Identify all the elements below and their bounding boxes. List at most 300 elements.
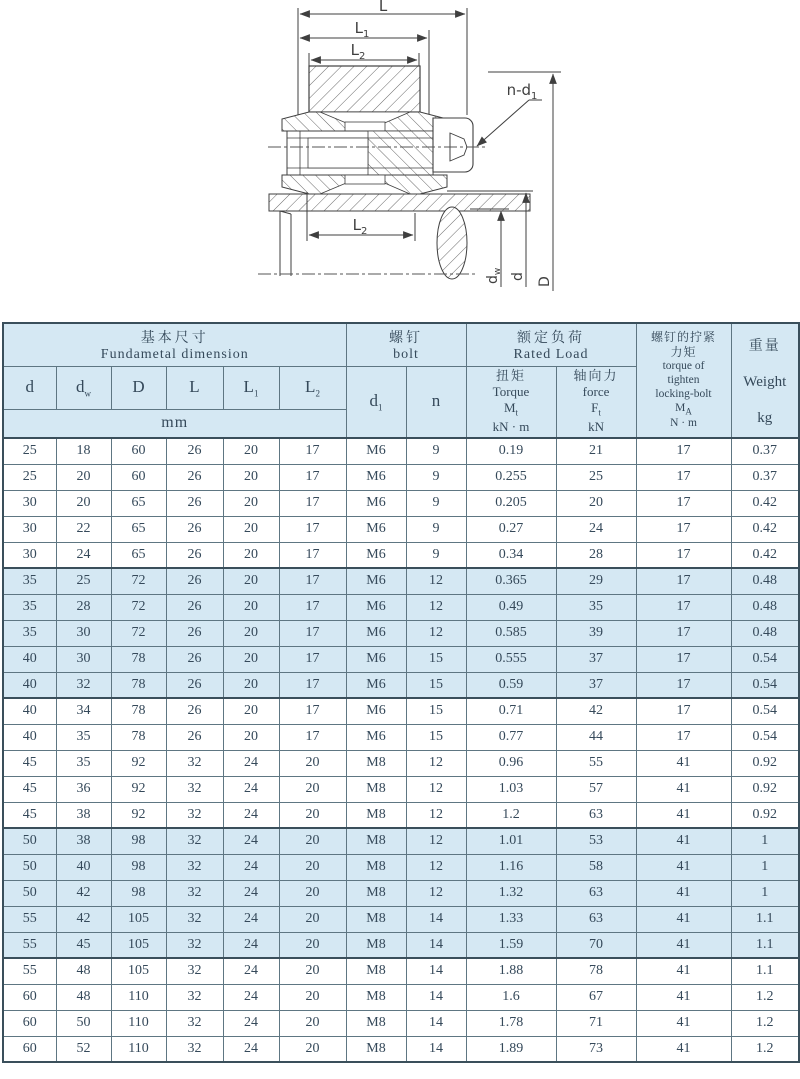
table-cell: 32 — [166, 906, 223, 932]
table-cell: 35 — [56, 750, 111, 776]
table-cell: 105 — [111, 932, 166, 958]
table-cell: 20 — [223, 646, 279, 672]
table-cell: 63 — [556, 802, 636, 828]
table-cell: M8 — [346, 1010, 406, 1036]
table-cell: 98 — [111, 828, 166, 854]
table-cell: 20 — [56, 490, 111, 516]
table-cell: 35 — [3, 568, 56, 594]
table-cell: 17 — [279, 490, 346, 516]
table-row — [3, 854, 799, 880]
table-cell: M8 — [346, 880, 406, 906]
dim-label-L1: $L_1$ — [354, 19, 370, 40]
table-cell: 1.2 — [731, 1010, 799, 1036]
table-row — [3, 698, 799, 724]
table-cell: 20 — [279, 750, 346, 776]
table-cell: M8 — [346, 984, 406, 1010]
table-row — [3, 516, 799, 542]
table-cell: 9 — [406, 438, 466, 464]
table-cell: 21 — [556, 438, 636, 464]
table-cell: 0.585 — [466, 620, 556, 646]
table-cell: 42 — [556, 698, 636, 724]
table-cell: 65 — [111, 516, 166, 542]
table-cell: 20 — [223, 568, 279, 594]
table-cell: 73 — [556, 1036, 636, 1062]
table-cell: 17 — [636, 620, 731, 646]
table-cell: 25 — [3, 438, 56, 464]
table-cell: 20 — [223, 438, 279, 464]
table-cell: 30 — [3, 542, 56, 568]
table-cell: 17 — [636, 542, 731, 568]
table-row — [3, 776, 799, 802]
table-cell: 41 — [636, 854, 731, 880]
table-cell: 110 — [111, 984, 166, 1010]
col-torque: 扭矩 Torque $M_t$ kN · m — [466, 366, 556, 438]
table-row — [3, 620, 799, 646]
table-cell: 17 — [279, 646, 346, 672]
table-cell: 32 — [166, 854, 223, 880]
table-cell: 30 — [3, 516, 56, 542]
table-cell: 0.96 — [466, 750, 556, 776]
table-cell: 20 — [56, 464, 111, 490]
table-cell: 48 — [56, 984, 111, 1010]
table-cell: 1.59 — [466, 932, 556, 958]
table-cell: 39 — [556, 620, 636, 646]
table-cell: 14 — [406, 1036, 466, 1062]
table-cell: 32 — [166, 802, 223, 828]
table-cell: 60 — [111, 438, 166, 464]
table-cell: 17 — [636, 490, 731, 516]
table-cell: 24 — [223, 828, 279, 854]
table-cell: 26 — [166, 646, 223, 672]
table-cell: 20 — [223, 516, 279, 542]
table-cell: 22 — [56, 516, 111, 542]
dim-label-D: D — [537, 276, 553, 287]
table-row — [3, 880, 799, 906]
table-cell: 55 — [3, 906, 56, 932]
dimension-D — [488, 72, 561, 291]
table-cell: 1.32 — [466, 880, 556, 906]
table-cell: 50 — [3, 854, 56, 880]
table-cell: 1.1 — [731, 906, 799, 932]
dimension-table — [2, 322, 800, 1063]
table-cell: 70 — [556, 932, 636, 958]
table-cell: M8 — [346, 776, 406, 802]
table-cell: 98 — [111, 880, 166, 906]
table-cell: 17 — [279, 724, 346, 750]
table-cell: 72 — [111, 594, 166, 620]
table-cell: 78 — [556, 958, 636, 984]
table-cell: 17 — [636, 516, 731, 542]
table-cell: 35 — [3, 620, 56, 646]
outer-nut-section — [309, 66, 420, 112]
table-cell: 1 — [731, 854, 799, 880]
table-cell: 105 — [111, 958, 166, 984]
table-cell: 0.205 — [466, 490, 556, 516]
table-cell: 15 — [406, 646, 466, 672]
table-cell: 20 — [223, 672, 279, 698]
table-cell: 41 — [636, 880, 731, 906]
table-cell: 32 — [166, 828, 223, 854]
cap-screw — [433, 118, 473, 172]
col-d: d — [3, 366, 56, 409]
table-cell: 24 — [223, 958, 279, 984]
table-cell: 98 — [111, 854, 166, 880]
table-cell: 24 — [223, 984, 279, 1010]
table-cell: 92 — [111, 802, 166, 828]
table-cell: 12 — [406, 776, 466, 802]
table-cell: M6 — [346, 516, 406, 542]
header-rated-load: 额定负荷 Rated Load — [466, 323, 636, 366]
col-L2: $L_2$ — [279, 366, 346, 409]
table-cell: 71 — [556, 1010, 636, 1036]
table-cell: 41 — [636, 1010, 731, 1036]
table-row — [3, 1036, 799, 1062]
table-cell: 20 — [279, 802, 346, 828]
table-cell: 0.54 — [731, 672, 799, 698]
table-cell: M8 — [346, 1036, 406, 1062]
table-cell: 24 — [223, 776, 279, 802]
table-cell: 36 — [56, 776, 111, 802]
table-cell: 17 — [636, 646, 731, 672]
header-basic-dimension: 基本尺寸 Fundametal dimension — [3, 323, 346, 366]
upper-collar — [282, 112, 447, 131]
shaft-break-section — [437, 207, 467, 279]
table-cell: 30 — [3, 490, 56, 516]
table-row — [3, 490, 799, 516]
table-row — [3, 1010, 799, 1036]
table-cell: 1 — [731, 828, 799, 854]
table-row — [3, 542, 799, 568]
table-cell: 45 — [3, 750, 56, 776]
table-cell: 110 — [111, 1036, 166, 1062]
table-cell: 17 — [636, 438, 731, 464]
table-cell: 55 — [556, 750, 636, 776]
table-cell: 24 — [223, 1010, 279, 1036]
table-cell: 41 — [636, 984, 731, 1010]
table-cell: 1.2 — [466, 802, 556, 828]
table-cell: 0.555 — [466, 646, 556, 672]
table-cell: 37 — [556, 646, 636, 672]
table-cell: 17 — [636, 464, 731, 490]
table-cell: 45 — [56, 932, 111, 958]
dim-label-dw: $d_w$ — [485, 267, 503, 284]
table-cell: 20 — [279, 984, 346, 1010]
table-cell: 29 — [556, 568, 636, 594]
table-cell: 41 — [636, 802, 731, 828]
hub-plate-section — [269, 194, 530, 211]
table-cell: 9 — [406, 490, 466, 516]
table-cell: 26 — [166, 568, 223, 594]
table-cell: 40 — [3, 646, 56, 672]
table-cell: 1.89 — [466, 1036, 556, 1062]
table-cell: 57 — [556, 776, 636, 802]
table-cell: M8 — [346, 958, 406, 984]
table-cell: M8 — [346, 906, 406, 932]
table-cell: 14 — [406, 1010, 466, 1036]
table-cell: 24 — [556, 516, 636, 542]
table-cell: 26 — [166, 516, 223, 542]
table-cell: 63 — [556, 906, 636, 932]
table-cell: 53 — [556, 828, 636, 854]
table-cell: 9 — [406, 542, 466, 568]
table-cell: 40 — [3, 724, 56, 750]
table-cell: 20 — [279, 958, 346, 984]
table-cell: 28 — [56, 594, 111, 620]
table-cell: 50 — [3, 828, 56, 854]
table-cell: 32 — [166, 958, 223, 984]
table-cell: 26 — [166, 698, 223, 724]
col-axial-force: 轴向力 force $F_t$ kN — [556, 366, 636, 438]
locking-assembly-section-drawing — [0, 0, 800, 322]
table-cell: 26 — [166, 438, 223, 464]
table-cell: M6 — [346, 724, 406, 750]
col-L1: $L_1$ — [223, 366, 279, 409]
table-cell: 1 — [731, 880, 799, 906]
table-cell: 32 — [166, 1036, 223, 1062]
table-cell: 32 — [166, 932, 223, 958]
dim-label-L2-top: $L_2$ — [350, 41, 366, 62]
col-D: D — [111, 366, 166, 409]
table-cell: 24 — [223, 854, 279, 880]
table-cell: 48 — [56, 958, 111, 984]
table-cell: 26 — [166, 672, 223, 698]
table-cell: 38 — [56, 828, 111, 854]
dim-label-nd1: $n-d_1$ — [506, 81, 538, 102]
table-row — [3, 984, 799, 1010]
col-L: L — [166, 366, 223, 409]
table-cell: 20 — [279, 776, 346, 802]
table-cell: 38 — [56, 802, 111, 828]
table-cell: 30 — [56, 620, 111, 646]
table-cell: 32 — [166, 1010, 223, 1036]
table-cell: M6 — [346, 594, 406, 620]
table-cell: 17 — [279, 672, 346, 698]
table-cell: 20 — [223, 724, 279, 750]
table-row — [3, 802, 799, 828]
table-cell: 72 — [111, 620, 166, 646]
table-cell: 26 — [166, 724, 223, 750]
table-cell: M6 — [346, 568, 406, 594]
table-cell: 20 — [279, 932, 346, 958]
table-cell: 78 — [111, 646, 166, 672]
technical-drawing — [0, 0, 800, 322]
table-row — [3, 594, 799, 620]
table-cell: 14 — [406, 984, 466, 1010]
table-cell: 20 — [279, 880, 346, 906]
table-cell: 26 — [166, 594, 223, 620]
table-cell: M8 — [346, 932, 406, 958]
table-cell: 0.42 — [731, 490, 799, 516]
table-cell: 60 — [3, 984, 56, 1010]
table-cell: 78 — [111, 698, 166, 724]
table-cell: M8 — [346, 802, 406, 828]
table-cell: 15 — [406, 672, 466, 698]
table-cell: 35 — [556, 594, 636, 620]
table-cell: 0.49 — [466, 594, 556, 620]
table-cell: 12 — [406, 880, 466, 906]
sleeve-section — [287, 131, 433, 175]
table-cell: 30 — [56, 646, 111, 672]
table-cell: 24 — [223, 880, 279, 906]
table-cell: 1.1 — [731, 932, 799, 958]
table-cell: 26 — [166, 542, 223, 568]
table-cell: 0.59 — [466, 672, 556, 698]
table-cell: 41 — [636, 932, 731, 958]
table-cell: 32 — [56, 672, 111, 698]
table-cell: 40 — [3, 672, 56, 698]
table-cell: 12 — [406, 828, 466, 854]
table-cell: 24 — [56, 542, 111, 568]
col-n: n — [406, 366, 466, 438]
table-row — [3, 750, 799, 776]
table-cell: 0.48 — [731, 620, 799, 646]
table-cell: M8 — [346, 828, 406, 854]
table-cell: 0.37 — [731, 438, 799, 464]
table-cell: 20 — [279, 854, 346, 880]
table-cell: 9 — [406, 516, 466, 542]
table-cell: 65 — [111, 542, 166, 568]
table-cell: 52 — [56, 1036, 111, 1062]
table-cell: 32 — [166, 984, 223, 1010]
table-body — [3, 438, 799, 1062]
table-cell: 0.255 — [466, 464, 556, 490]
table-cell: 78 — [111, 672, 166, 698]
table-cell: 40 — [56, 854, 111, 880]
table-row — [3, 958, 799, 984]
table-row — [3, 438, 799, 464]
table-cell: 35 — [56, 724, 111, 750]
table-row — [3, 672, 799, 698]
table-cell: 18 — [56, 438, 111, 464]
table-cell: 1.16 — [466, 854, 556, 880]
dim-label-L2-bottom: $L_2$ — [352, 216, 368, 237]
table-cell: 60 — [3, 1036, 56, 1062]
table-cell: 0.42 — [731, 516, 799, 542]
table-cell: 24 — [223, 1036, 279, 1062]
table-cell: 41 — [636, 776, 731, 802]
unit-mm: mm — [3, 409, 346, 438]
table-cell: M6 — [346, 464, 406, 490]
table-cell: 32 — [166, 776, 223, 802]
table-cell: M6 — [346, 646, 406, 672]
table-cell: 41 — [636, 958, 731, 984]
table-cell: 41 — [636, 906, 731, 932]
table-cell: 1.1 — [731, 958, 799, 984]
table-header — [3, 323, 799, 438]
table-cell: 25 — [3, 464, 56, 490]
table-cell: 20 — [279, 906, 346, 932]
table-cell: 20 — [279, 1036, 346, 1062]
table-cell: 20 — [223, 490, 279, 516]
table-cell: 41 — [636, 750, 731, 776]
table-row — [3, 906, 799, 932]
table-cell: 26 — [166, 490, 223, 516]
table-cell: 55 — [3, 958, 56, 984]
table-cell: 26 — [166, 464, 223, 490]
table-cell: 0.54 — [731, 724, 799, 750]
table-cell: M8 — [346, 854, 406, 880]
leader-nd1 — [477, 100, 542, 146]
table-cell: 0.77 — [466, 724, 556, 750]
table-cell: 20 — [556, 490, 636, 516]
table-cell: 0.54 — [731, 646, 799, 672]
table-cell: 60 — [3, 1010, 56, 1036]
table-cell: 12 — [406, 802, 466, 828]
table-cell: 14 — [406, 906, 466, 932]
table-cell: 20 — [223, 620, 279, 646]
table-cell: 20 — [279, 828, 346, 854]
table-row — [3, 724, 799, 750]
table-cell: 1.2 — [731, 1036, 799, 1062]
table-row — [3, 568, 799, 594]
table-cell: 92 — [111, 776, 166, 802]
table-cell: 1.6 — [466, 984, 556, 1010]
table-cell: 0.48 — [731, 594, 799, 620]
shaft — [280, 211, 291, 276]
table-row — [3, 646, 799, 672]
table-cell: 50 — [56, 1010, 111, 1036]
table-cell: 44 — [556, 724, 636, 750]
table-cell: 14 — [406, 958, 466, 984]
col-dw: $d_w$ — [56, 366, 111, 409]
table-row — [3, 828, 799, 854]
table-cell: 25 — [556, 464, 636, 490]
table-cell: 1.88 — [466, 958, 556, 984]
table-cell: 0.365 — [466, 568, 556, 594]
table-cell: 0.92 — [731, 750, 799, 776]
table-cell: 34 — [56, 698, 111, 724]
table-cell: 15 — [406, 698, 466, 724]
table-cell: 105 — [111, 906, 166, 932]
table-cell: 17 — [279, 698, 346, 724]
table-cell: 17 — [279, 594, 346, 620]
table-cell: 17 — [636, 672, 731, 698]
table-cell: 17 — [636, 594, 731, 620]
header-weight: 重量 Weight kg — [731, 323, 799, 438]
table-row — [3, 932, 799, 958]
table-cell: M6 — [346, 698, 406, 724]
table-cell: 17 — [279, 620, 346, 646]
table-cell: 1.78 — [466, 1010, 556, 1036]
table-cell: 0.54 — [731, 698, 799, 724]
table-cell: 32 — [166, 750, 223, 776]
table-cell: 17 — [636, 568, 731, 594]
table-cell: 35 — [3, 594, 56, 620]
table-cell: 0.37 — [731, 464, 799, 490]
table-cell: 37 — [556, 672, 636, 698]
table-cell: 24 — [223, 750, 279, 776]
header-tighten-torque: 螺钉的拧紧 力矩 torque of tighten locking-bolt $M_A$ N · m — [636, 323, 731, 438]
table-cell: 32 — [166, 880, 223, 906]
table-cell: 41 — [636, 828, 731, 854]
table-cell: 24 — [223, 906, 279, 932]
table-cell: 42 — [56, 906, 111, 932]
table-cell: 67 — [556, 984, 636, 1010]
table-cell: 12 — [406, 568, 466, 594]
col-d1: $d_1$ — [346, 366, 406, 438]
header-bolt: 螺钉 bolt — [346, 323, 466, 366]
table-cell: 1.03 — [466, 776, 556, 802]
table-cell: 12 — [406, 620, 466, 646]
table-cell: 50 — [3, 880, 56, 906]
table-cell: 28 — [556, 542, 636, 568]
dim-label-d: d — [510, 272, 526, 281]
table-cell: 20 — [223, 464, 279, 490]
table-cell: 1.01 — [466, 828, 556, 854]
table-cell: 0.19 — [466, 438, 556, 464]
table-cell: 20 — [223, 698, 279, 724]
table-cell: 40 — [3, 698, 56, 724]
